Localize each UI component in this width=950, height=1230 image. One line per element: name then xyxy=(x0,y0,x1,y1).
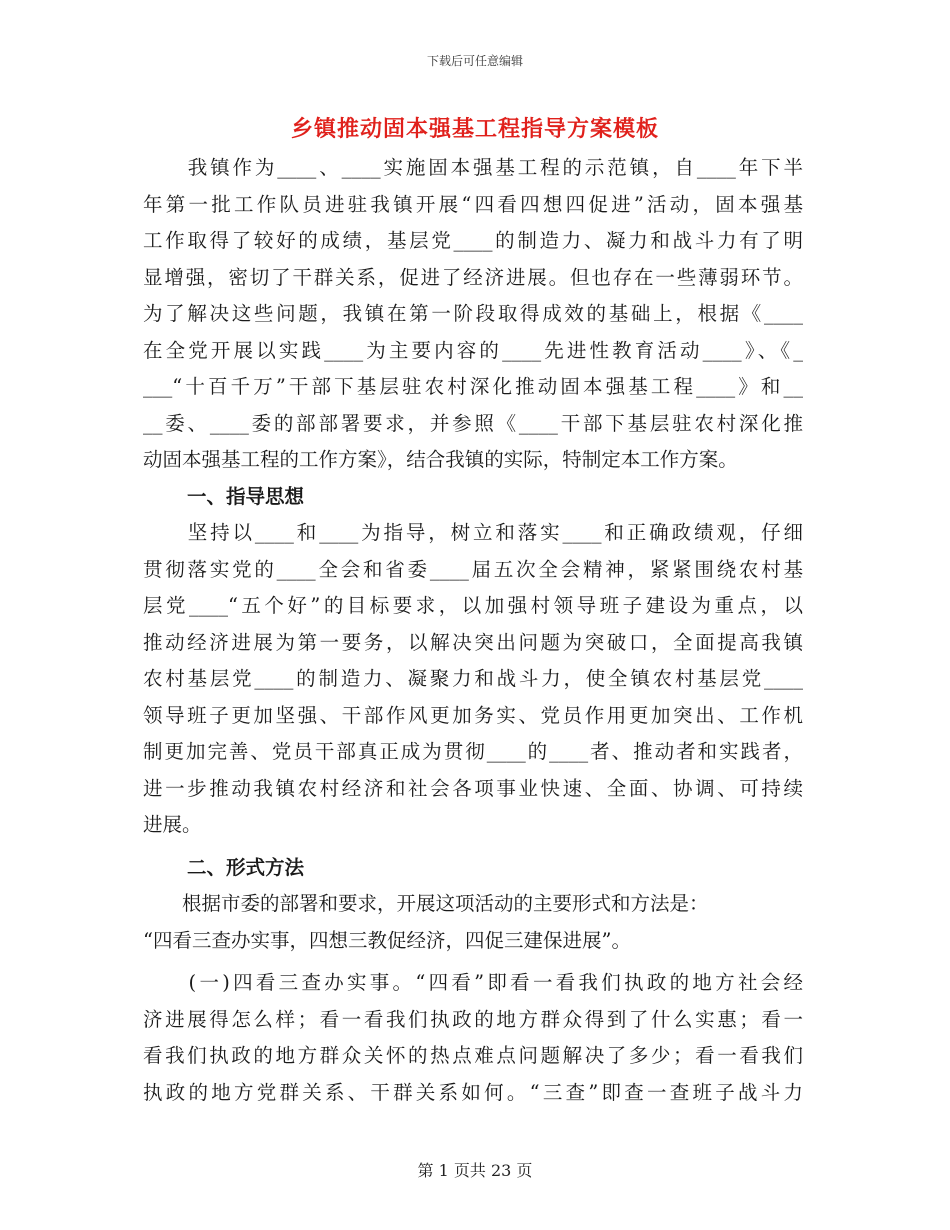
page-footer: 第 1 页共 23 页 xyxy=(417,1161,533,1180)
section-heading: 一、指导思想 xyxy=(187,484,305,508)
text-line: 进一步推动我镇农村经济和社会各项事业快速、全面、协调、可持续 xyxy=(143,776,803,800)
text-line: “四看三查办实事，四想三教促经济，四促三建保进展”。 xyxy=(143,928,631,952)
text-line: 显增强，密切了干群关系，促进了经济进展。但也存在一些薄弱环节。 xyxy=(143,265,803,289)
text-line: 层党____“五个好”的目标要求，以加强村领导班子建设为重点，以 xyxy=(143,594,803,617)
document-body xyxy=(143,150,803,1111)
text-line: 推动经济进展为第一要务，以解决突出问题为突破口，全面提高我镇 xyxy=(143,630,803,654)
text-line: 在全党开展以实践____为主要内容的____先进性教育活动____》、《_ xyxy=(143,338,803,362)
text-line: (一)四看三查办实事。“四看”即看一看我们执政的地方社会经 xyxy=(143,971,803,994)
text-line: 年第一批工作队员进驻我镇开展“四看四想四促进”活动，固本强基 xyxy=(143,192,803,216)
paragraph-methods xyxy=(143,886,803,959)
text-line: 坚持以____和____为指导，树立和落实____和正确政绩观，仔细 xyxy=(143,521,803,544)
text-line: 执政的地方党群关系、干群关系如何。“三查”即查一查班子战斗力 xyxy=(143,1080,803,1104)
text-line: 济进展得怎么样；看一看我们执政的地方群众得到了什么实惠；看一 xyxy=(143,1007,803,1031)
page-header: 下载后可任意编辑 xyxy=(426,54,523,68)
text-line: 我镇作为____、____实施固本强基工程的示范镇，自____年下半 xyxy=(143,156,803,179)
text-line: 领导班子更加坚强、干部作风更加务实、党员作用更加突出、工作机 xyxy=(143,703,803,727)
paragraph-guiding-thought xyxy=(143,515,803,844)
paragraph-four-looks xyxy=(143,965,803,1111)
text-line: 看我们执政的地方群众关怀的热点难点问题解决了多少；看一看我们 xyxy=(143,1044,803,1067)
text-line: 工作取得了较好的成绩，基层党____的制造力、凝力和战斗力有了明 xyxy=(143,229,803,252)
text-line: 根据市委的部署和要求，开展这项活动的主要形式和方法是： xyxy=(143,892,709,915)
text-line: ___“十百千万”干部下基层驻农村深化推动固本强基工程____》和__ xyxy=(143,375,803,398)
document-title: 乡镇推动固本强基工程指导方案模板 xyxy=(290,117,659,142)
paragraph-intro xyxy=(143,150,803,479)
text-line: 农村基层党____的制造力、凝聚力和战斗力，使全镇农村基层党____ xyxy=(143,667,803,690)
text-line: 贯彻落实党的____全会和省委____届五次全会精神，紧紧围绕农村基 xyxy=(143,557,803,581)
text-line: 动固本强基工程的工作方案》，结合我镇的实际，特制定本工作方案。 xyxy=(143,448,738,471)
text-line: 制更加完善、党员干部真正成为贯彻____的____者、推动者和实践者， xyxy=(143,740,803,763)
text-line: __委、____委的部部署要求，并参照《____干部下基层驻农村深化推 xyxy=(143,411,803,435)
section-heading: 二、形式方法 xyxy=(187,855,305,879)
text-line: 为了解决这些问题，我镇在第一阶段取得成效的基础上，根据《____ xyxy=(143,302,803,325)
text-line: 进展。 xyxy=(143,813,202,836)
